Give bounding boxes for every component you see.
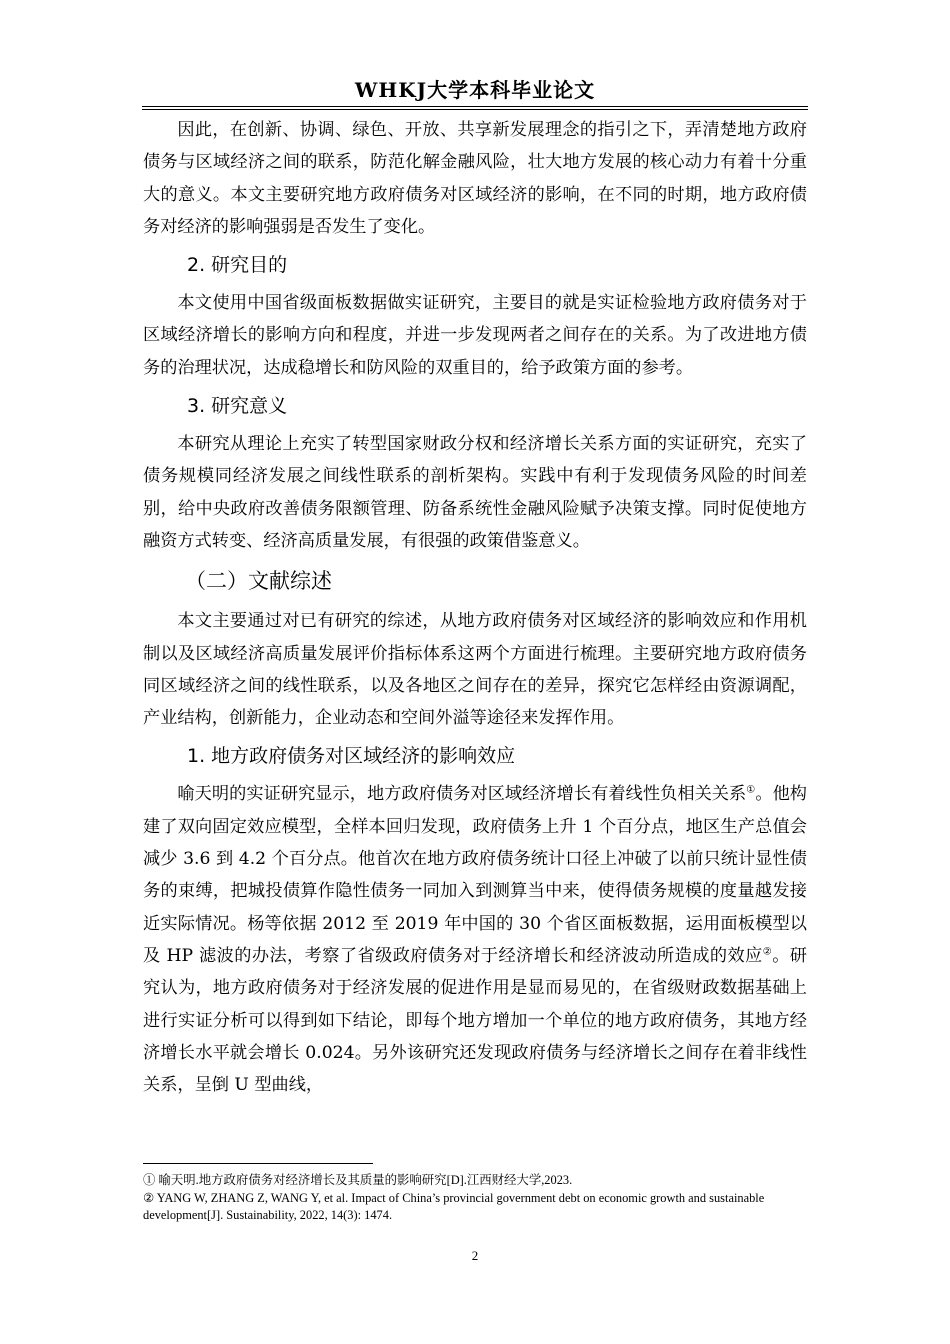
paragraph-debt-effect	[143, 778, 807, 1101]
paragraph-debt-effect-part3: 。研究认为，地方政府债务对于经济发展的促进作用是显而易见的，在省级财政数据基础上进行实证分析可以得到如下结论，即每个地方增加一个单位的地方政府债务，其地方经济增长水平就会增长 0.024。另外该研究还发现政府债务与经济增长之间存在着非线性关系，呈倒 U 型曲线，	[143, 945, 807, 1096]
page-header-title: WHKJ大学本科毕业论文	[354, 78, 596, 102]
heading-literature-review: （二）文献综述	[185, 569, 332, 594]
paragraph-debt-effect-part2: 。他构建了双向固定效应模型，全样本回归发现，政府债务上升 1 个百分点，地区生产总值会减少 3.6 到 4.2 个百分点。他首次在地方政府债务统计口径上冲破了以前只统计显性债务的束缚，把城投债算作隐性债务一同加入到测算当中来，使得债务规模的度量越发接近实际情况。杨等依据 2012 至 2019 年中国的 30 个省区面板数据，运用面板模型以及 HP 滤波的办法，考察了省级政府债务对于经济增长和经济波动所造成的效应	[143, 784, 807, 966]
paragraph-literature-review: 本文主要通过对已有研究的综述，从地方政府债务对区域经济的影响效应和作用机制以及区域经济高质量发展评价指标体系这两个方面进行梳理。主要研究地方政府债务同区域经济之间的线性联系，以及各地区之间存在的差异，探究它怎样经由资源调配，产业结构，创新能力，企业动态和空间外溢等途径来发挥作用。	[143, 611, 807, 729]
footnote-2: ② YANG W, ZHANG Z, WANG Y, et al. Impact of China’s provincial government debt on economic growth and sustainable development[J]. Sustainability, 2022, 14(3): 1474.	[143, 1191, 765, 1222]
page-number: 2	[471, 1248, 479, 1263]
heading-research-significance: 3. 研究意义	[187, 395, 288, 418]
footnotes	[143, 1172, 807, 1225]
header-rule-secondary	[142, 109, 808, 110]
footnote-separator	[143, 1163, 373, 1164]
heading-debt-effect: 1. 地方政府债务对区域经济的影响效应	[187, 745, 516, 768]
heading-research-purpose: 2. 研究目的	[187, 254, 288, 277]
footnote-ref-2[interactable]: ②	[762, 946, 773, 958]
paragraph-research-purpose: 本文使用中国省级面板数据做实证研究，主要目的就是实证检验地方政府债务对于区域经济增长的影响方向和程度，并进一步发现两者之间存在的关系。为了改进地方债务的治理状况，达成稳增长和防风险的双重目的，给予政策方面的参考。	[143, 293, 807, 378]
paragraph-research-significance: 本研究从理论上充实了转型国家财政分权和经济增长关系方面的实证研究，充实了债务规模同经济发展之间线性联系的剖析架构。实践中有利于发现债务风险的时间差别，给中央政府改善债务限额管理、防备系统性金融风险赋予决策支撑。同时促使地方融资方式转变、经济高质量发展，有很强的政策借鉴意义。	[143, 434, 807, 551]
paragraph-intro: 因此，在创新、协调、绿色、开放、共享新发展理念的指引之下，弄清楚地方政府债务与区域经济之间的联系，防范化解金融风险，壮大地方发展的核心动力有着十分重大的意义。本文主要研究地方政府债务对区域经济的影响，在不同的时期，地方政府债务对经济的影响强弱是否发生了变化。	[143, 120, 807, 237]
header-rule	[142, 106, 808, 107]
page-body	[143, 114, 807, 1101]
footnote-ref-1[interactable]: ①	[746, 784, 756, 796]
footnote-1: ① 喻天明.地方政府债务对经济增长及其质量的影响研究[D].江西财经大学,2023.	[143, 1173, 573, 1187]
paragraph-debt-effect-part1: 喻天明的实证研究显示，地方政府债务对区域经济增长有着线性负相关关系	[177, 784, 747, 805]
